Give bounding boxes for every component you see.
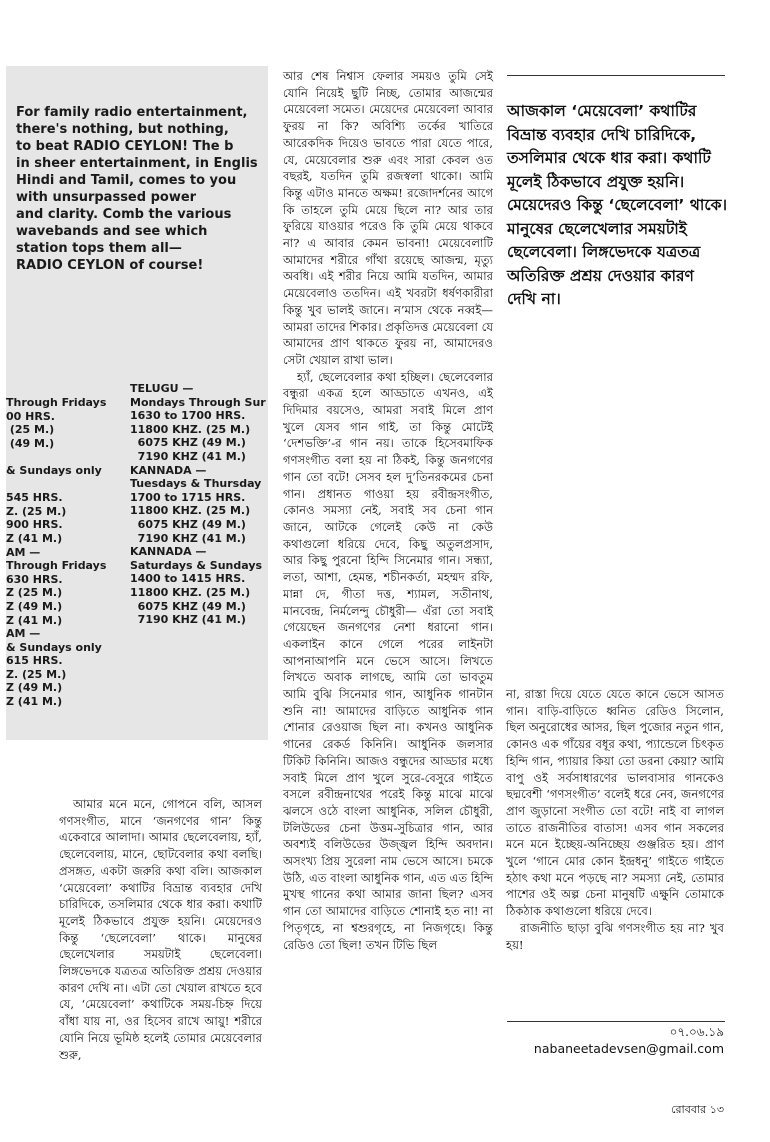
paragraph: আমার মনে মনে, গোপনে বলি, আসল গণসংগীত, মানে ‘জনগণের গান’ কিন্তু একেবারে আলাদা। আমার ছেলেবেলায়, হ্যাঁ, ছেলেবেলায়, মানে, ছোটবেলার কথা বলছি। প্রসঙ্গত, একটা জরুরি কথা বলি। আজকাল ‘মেয়েবেলা’ কথাটির বিভ্রান্ত ব্যবহার দেখি চারিদিকে, তসলিমার থেকে ধার করা। কথাটি মূলেই ঠিকভাবে প্রযুক্ত হয়নি। মেয়েদেরও কিন্তু ‘ছেলেবেলা’ থাকে। মানুষের ছেলেখেলার সময়টাই ছেলেবেলা। লিঙ্গভেদকে যত্রতত্র অতিরিক্ত প্রশ্রয় দেওয়ার কারণ দেখি না। এটা তো খেয়াল রাখতে হবে যে, ‘মেয়েবেলা’ কথাটিকে সময়-চিহ্ন দিয়ে বাঁধা যায় না, ওর হিসেব রাখে আয়ু! শরীরে যোনি নিয়ে ভূমিষ্ঠ হলেই তোমার মেয়েবেলার শুরু,: [59, 797, 262, 1062]
article-column-middle: [283, 68, 493, 953]
pull-quote: আজকাল ‘মেয়েবেলা’ কথাটির বিভ্রান্ত ব্যবহার দেখি চারিদিকে, তসলিমার থেকে ধার করা। কথাটি মূলেই ঠিকভাবে প্রযুক্ত হয়নি। মেয়েদেরও কিন্তু ‘ছেলেবেলা’ থাকে। মানুষের ছেলেখেলার সময়টাই ছেলেবেলা। লিঙ্গভেদকে যত্রতত্র অতিরিক্ত প্রশ্রয় দেওয়ার কারণ দেখি না।: [507, 102, 727, 308]
paragraph: না, রাস্তা দিয়ে যেতে যেতে কানে ভেসে আসত গান। বাড়ি-বাড়িতে ধ্বনিত রেডিও সিলোন, ছিল অনুরোধের আসর, ছিল পুজোর নতুন গান, কোনও এক গাঁয়ের বধূর কথা, প্যান্ডেলে চিৎকৃত হিন্দি গান, প্যায়ার কিয়া তো ডরনা কেয়া? আমি বাপু ওই সর্বসাধারণের ভালবাসার গানকেও ছদ্মবেশী ‘গণসংগীত’ বলেই ধরে নেব, জনগণের প্রাণ জুড়ানো সংগীত তো বটে! নাই বা লাগল তাতে রাজনীতির বাতাস! এসব গান সকলের মনে মনে ইচ্ছেয়-অনিচ্ছেয় গুঞ্জরিত হয়। প্রাণ খুলে ‘গানে মোর কোন ইন্দ্রধনু’ গাইতে গাইতে হঠাৎ কথা মনে পড়ছে না? সমস্যা নেই, তোমার পাশের ওই অল্প চেনা মানুষটি এক্ষুনি তোমাকে ঠিকঠাক কথাগুলো ধরিয়ে দেবে।: [506, 687, 724, 919]
article-column-left: [59, 796, 262, 1063]
ad-schedule-right: TELUGU — Mondays Through Sur 1630 to 1700 HRS. 11800 KHZ. (25 M.) 6075 KHZ (49 M.) 7190 KHZ (41 M.) KANNADA — Tuesdays & Thursday 1700 to 1715 HRS. 11800 KHZ. (25 M.) 6075 KHZ (49 M.) 7190 KHZ (41 M.) KANNADA — Saturdays & Sundays 1400 to 1415 HRS. 11800 KHZ. (25 M.) 6075 KHZ (49 M.) 7190 KHZ (41 M.): [130, 382, 266, 627]
ad-schedule-left: Through Fridays 00 HRS. (25 M.) (49 M.) & Sundays only 545 HRS. Z. (25 M.) 900 HRS. Z (41 M.) AM — Through Fridays 630 HRS. Z (25 M.) Z (49 M.) Z (41 M.) AM — & Sundays only 615 HRS. Z. (25 M.) Z (49 M.) Z (41 M.): [6, 396, 107, 709]
article-date: ০৭.০৬.১৯: [669, 1025, 724, 1039]
radio-ceylon-ad-image: [6, 66, 268, 740]
signoff-divider: [507, 1021, 725, 1022]
pull-quote-divider: [507, 75, 725, 76]
ad-pitch-text: For family radio entertainment, there's nothing, but nothing, to beat RADIO CEYLON! The b in sheer entertainment, in Englis Hindi and Tamil, comes to you with unsurpassed power and clarity. Comb the various wavebands and see which station tops them all— RADIO CEYLON of course!: [16, 105, 258, 273]
article-column-right: [506, 686, 724, 953]
author-email: nabaneetadevsen@gmail.com: [533, 1041, 724, 1056]
paragraph: রাজনীতি ছাড়া বুঝি গণসংগীত হয় না? খুব হয়!: [506, 920, 724, 952]
page-folio: রোববার ১৩: [671, 1103, 724, 1116]
paragraph: হ্যাঁ, ছেলেবেলার কথা হচ্ছিল। ছেলেবেলার বন্ধুরা একত্র হলে আড্ডাতে এখনও, এই দিদিমার বয়সেও, আমরা সবাই মিলে প্রাণ খুলে যেসব গান গাই, তা কিন্তু মোটেই ‘দেশভক্তি’-র গান নয়। তাকে হিসেবমাফিক গণসংগীত বলা হয় না ঠিকই, কিন্তু জনগণের গান তো বটে! সেসব হল দু’তিনরকমের চেনা গান। প্রধানত গাওয়া হয় রবীন্দ্রসংগীত, কোনও সমস্যা নেই, সবাই সব চেনা গান জানে, আটকে গেলেই কেউ না কেউ কথাগুলো ধরিয়ে দেবে, কিছু অতুলপ্রসাদ, আর কিছু পুরনো হিন্দি সিনেমার গান। সন্ধ্যা, লতা, আশা, হেমন্ত, শচীনকর্তা, মহম্মদ রফি, মান্না দে, গীতা দত্ত, শ্যামল, সতীনাথ, মানবেন্দ্র, নির্মলেন্দু চৌধুরী— এঁরা তো সবাই গেয়েছেন জনগণের নেশা ধরানো গান। একলাইন কানে গেলে পরের লাইনটা আপনাআপনি মনে ভেসে আসে। লিখতে লিখতে অবাক লাগছে, আমি তো ভাবতুম আমি বুঝি সিনেমার গান, আধুনিক গানটান শুনি না! আমাদের বাড়িতে আধুনিক গান শোনার রেওয়াজ ছিল না। কখনও আধুনিক গানের রেকর্ড কিনিনি। আধুনিক জলসার টিকিট কিনিনি। আজও বন্ধুদের আড্ডার মধ্যে সবাই মিলে প্রাণ খুলে সুরে-বেসুরে গাইতে বসলে রবীন্দ্রনাথের পরেই কিন্তু মাঝে মাঝে ঝলসে ওঠে বাংলা আধুনিক, সলিল চৌধুরী, টলিউডের চেনা উত্তম-সুচিত্রার গান, আর অবশ্যই বলিউডের উজ্জ্বল হিন্দি অবদান। অসংখ্য প্রিয় সুরেলা নাম ভেসে আসে। চমকে উঠি, এত বাংলা আধুনিক গান, এত এত হিন্দি মুখস্থ গানের কথা আমার জানা ছিল? এসব গান তো আমাদের বাড়িতে শোনাই হত না! না পিতৃগৃহে, না শ্বশুরগৃহে, না নিজগৃহে। কিন্তু রেডিও তো ছিল! তখন টিভি ছিল: [283, 369, 493, 952]
paragraph: আর শেষ নিশ্বাস ফেলার সময়ও তুমি সেই যোনি নিয়েই ছুটি নিচ্ছ, তোমার আজন্মের মেয়েবেলা সমেত। মেয়েদের মেয়েবেলা আবার ফুরয় না কি? অবিশ্যি তর্কের খাতিরে আরেকদিক দিয়েও ভাবতে পারা যেতে পারে, যে, মেয়েবেলার শুরু এবং সারা কেবল ওত বছরই, যতদিন তুমি রজস্বলা থাকো। আমি কিন্তু এটাও মানতে অক্ষম! রজোদর্শনের আগে কি তাহলে তুমি মেয়ে ছিলে না? আর তার ফুরিয়ে যাওয়ার পরেও কি তুমি মেয়ে থাকবে না? এ আবার কেমন ভাবনা! মেয়েবেলাটি আমাদের শরীরে গাঁথা রয়েছে আজন্ম, মৃত্যু অবধি। এই শরীর নিয়ে আমি যতদিন, আমার মেয়েবেলাও ততদিন। এই খবরটা ধর্ষণকারীরা কিন্তু খুব ভালই জানে। ন’মাস থেকে নব্বই— আমরা তাদের শিকার। প্রকৃতিদত্ত মেয়েবেলা যে আমাদের প্রাণ থাকতে ফুরয় না, আমাদেরও সেটা খেয়াল রাখা ভাল।: [283, 69, 493, 367]
